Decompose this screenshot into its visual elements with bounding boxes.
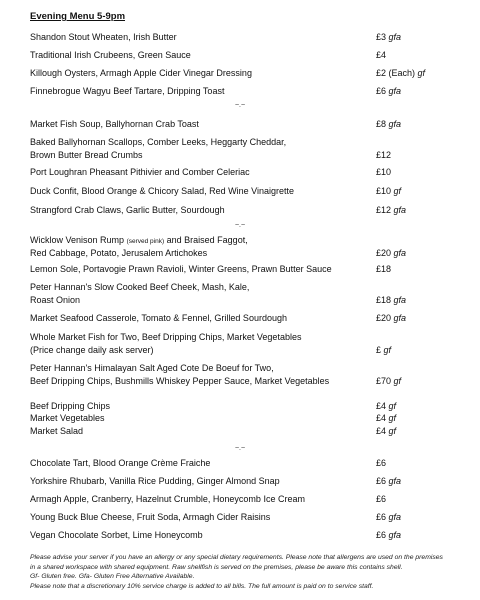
item-name-line-2: Roast Onion bbox=[30, 294, 81, 305]
menu-heading: Evening Menu 5-9pm bbox=[30, 11, 126, 22]
item-price: £18 gfa bbox=[376, 294, 407, 305]
item-name: Baked Ballyhornan Scallops, Comber Leeks, Heggarty Cheddar, bbox=[30, 137, 287, 147]
item-price: £20 gfa bbox=[376, 247, 407, 258]
item-price: £6 bbox=[376, 458, 387, 468]
section-separator: ~.~ bbox=[234, 222, 246, 229]
item-price: £4 gf bbox=[376, 401, 397, 411]
item-price: £12 bbox=[376, 149, 392, 160]
allergen-notes bbox=[30, 553, 450, 591]
item-name: Port Loughran Pheasant Pithivier and Comber Celeriac bbox=[30, 167, 250, 177]
item-name: Market Vegetables bbox=[30, 413, 105, 423]
gluten-key-note: Gf- Gluten free. Gfa- Gluten Free Alternative Available. bbox=[30, 573, 195, 580]
item-price: £12 gfa bbox=[376, 205, 407, 215]
item-name: Traditional Irish Crubeens, Green Sauce bbox=[30, 50, 191, 60]
section-separator: ~.~ bbox=[234, 445, 246, 452]
item-name-line-2: (Price change daily ask server) bbox=[30, 344, 154, 355]
item-name: Whole Market Fish for Two, Beef Dripping Chips, Market Vegetables bbox=[30, 332, 302, 342]
item-price: £3 gfa bbox=[376, 32, 402, 42]
item-name: Market Salad bbox=[30, 426, 84, 436]
item-name: Young Buck Blue Cheese, Fruit Soda, Armagh Cider Raisins bbox=[30, 512, 271, 522]
item-name: Duck Confit, Blood Orange & Chicory Salad, Red Wine Vinaigrette bbox=[30, 186, 294, 196]
item-price: £18 bbox=[376, 264, 392, 274]
item-price: £6 gfa bbox=[376, 86, 402, 96]
item-price: £4 gf bbox=[376, 413, 397, 423]
item-name: Market Seafood Casserole, Tomato & Fennel, Grilled Sourdough bbox=[30, 313, 287, 323]
section-separator: ~.~ bbox=[234, 102, 246, 109]
item-name: Killough Oysters, Armagh Apple Cider Vinegar Dressing bbox=[30, 68, 252, 78]
item-price: £10 gf bbox=[376, 186, 402, 196]
item-price: £8 gfa bbox=[376, 119, 402, 129]
item-price: £6 gfa bbox=[376, 530, 402, 540]
item-name: Strangford Crab Claws, Garlic Butter, Sourdough bbox=[30, 205, 225, 215]
item-name: Shandon Stout Wheaten, Irish Butter bbox=[30, 32, 177, 42]
item-name: Yorkshire Rhubarb, Vanilla Rice Pudding, Ginger Almond Snap bbox=[30, 476, 280, 486]
item-name: Peter Hannan's Slow Cooked Beef Cheek, Mash, Kale, bbox=[30, 282, 250, 292]
item-price: £70 gf bbox=[376, 375, 402, 386]
item-price: £ gf bbox=[376, 344, 392, 355]
item-name: Armagh Apple, Cranberry, Hazelnut Crumble, Honeycomb Ice Cream bbox=[30, 494, 305, 504]
item-name-line-2: Brown Butter Bread Crumbs bbox=[30, 149, 143, 160]
item-price: £4 bbox=[376, 50, 387, 60]
item-name: Vegan Chocolate Sorbet, Lime Honeycomb bbox=[30, 530, 203, 540]
item-price: £4 gf bbox=[376, 426, 397, 436]
item-name-line-2: Red Cabbage, Potato, Jerusalem Artichokes bbox=[30, 247, 208, 258]
item-price: £10 bbox=[376, 167, 392, 177]
allergen-note: Please advise your server if you have an allergy or any special dietary requirements. Please note that allergens are used on the premises in a shared workspace with shared equipment. Raw shellfish is served on the premises, please be aware this contains shell. bbox=[30, 554, 443, 571]
item-price: £6 bbox=[376, 494, 387, 504]
item-price: £6 gfa bbox=[376, 476, 402, 486]
item-price: £2 (Each) gf bbox=[376, 68, 426, 78]
item-name: Peter Hannan's Himalayan Salt Aged Cote De Boeuf for Two, bbox=[30, 363, 274, 373]
item-name: Wicklow Venison Rump (served pink) and Braised Faggot, bbox=[30, 235, 248, 245]
item-name: Finnebrogue Wagyu Beef Tartare, Dripping Toast bbox=[30, 86, 225, 96]
item-name: Market Fish Soup, Ballyhornan Crab Toast bbox=[30, 119, 199, 129]
item-price: £20 gfa bbox=[376, 313, 407, 323]
item-name-line-2: Beef Dripping Chips, Bushmills Whiskey Pepper Sauce, Market Vegetables bbox=[30, 375, 330, 386]
item-name: Beef Dripping Chips bbox=[30, 401, 111, 411]
item-name: Lemon Sole, Portavogie Prawn Ravioli, Winter Greens, Prawn Butter Sauce bbox=[30, 264, 332, 274]
item-price: £6 gfa bbox=[376, 512, 402, 522]
item-name: Chocolate Tart, Blood Orange Crème Fraiche bbox=[30, 458, 211, 468]
service-charge-note: Please note that a discretionary 10% service charge is added to all bills. The full amount is paid on to service staff. bbox=[30, 582, 374, 590]
